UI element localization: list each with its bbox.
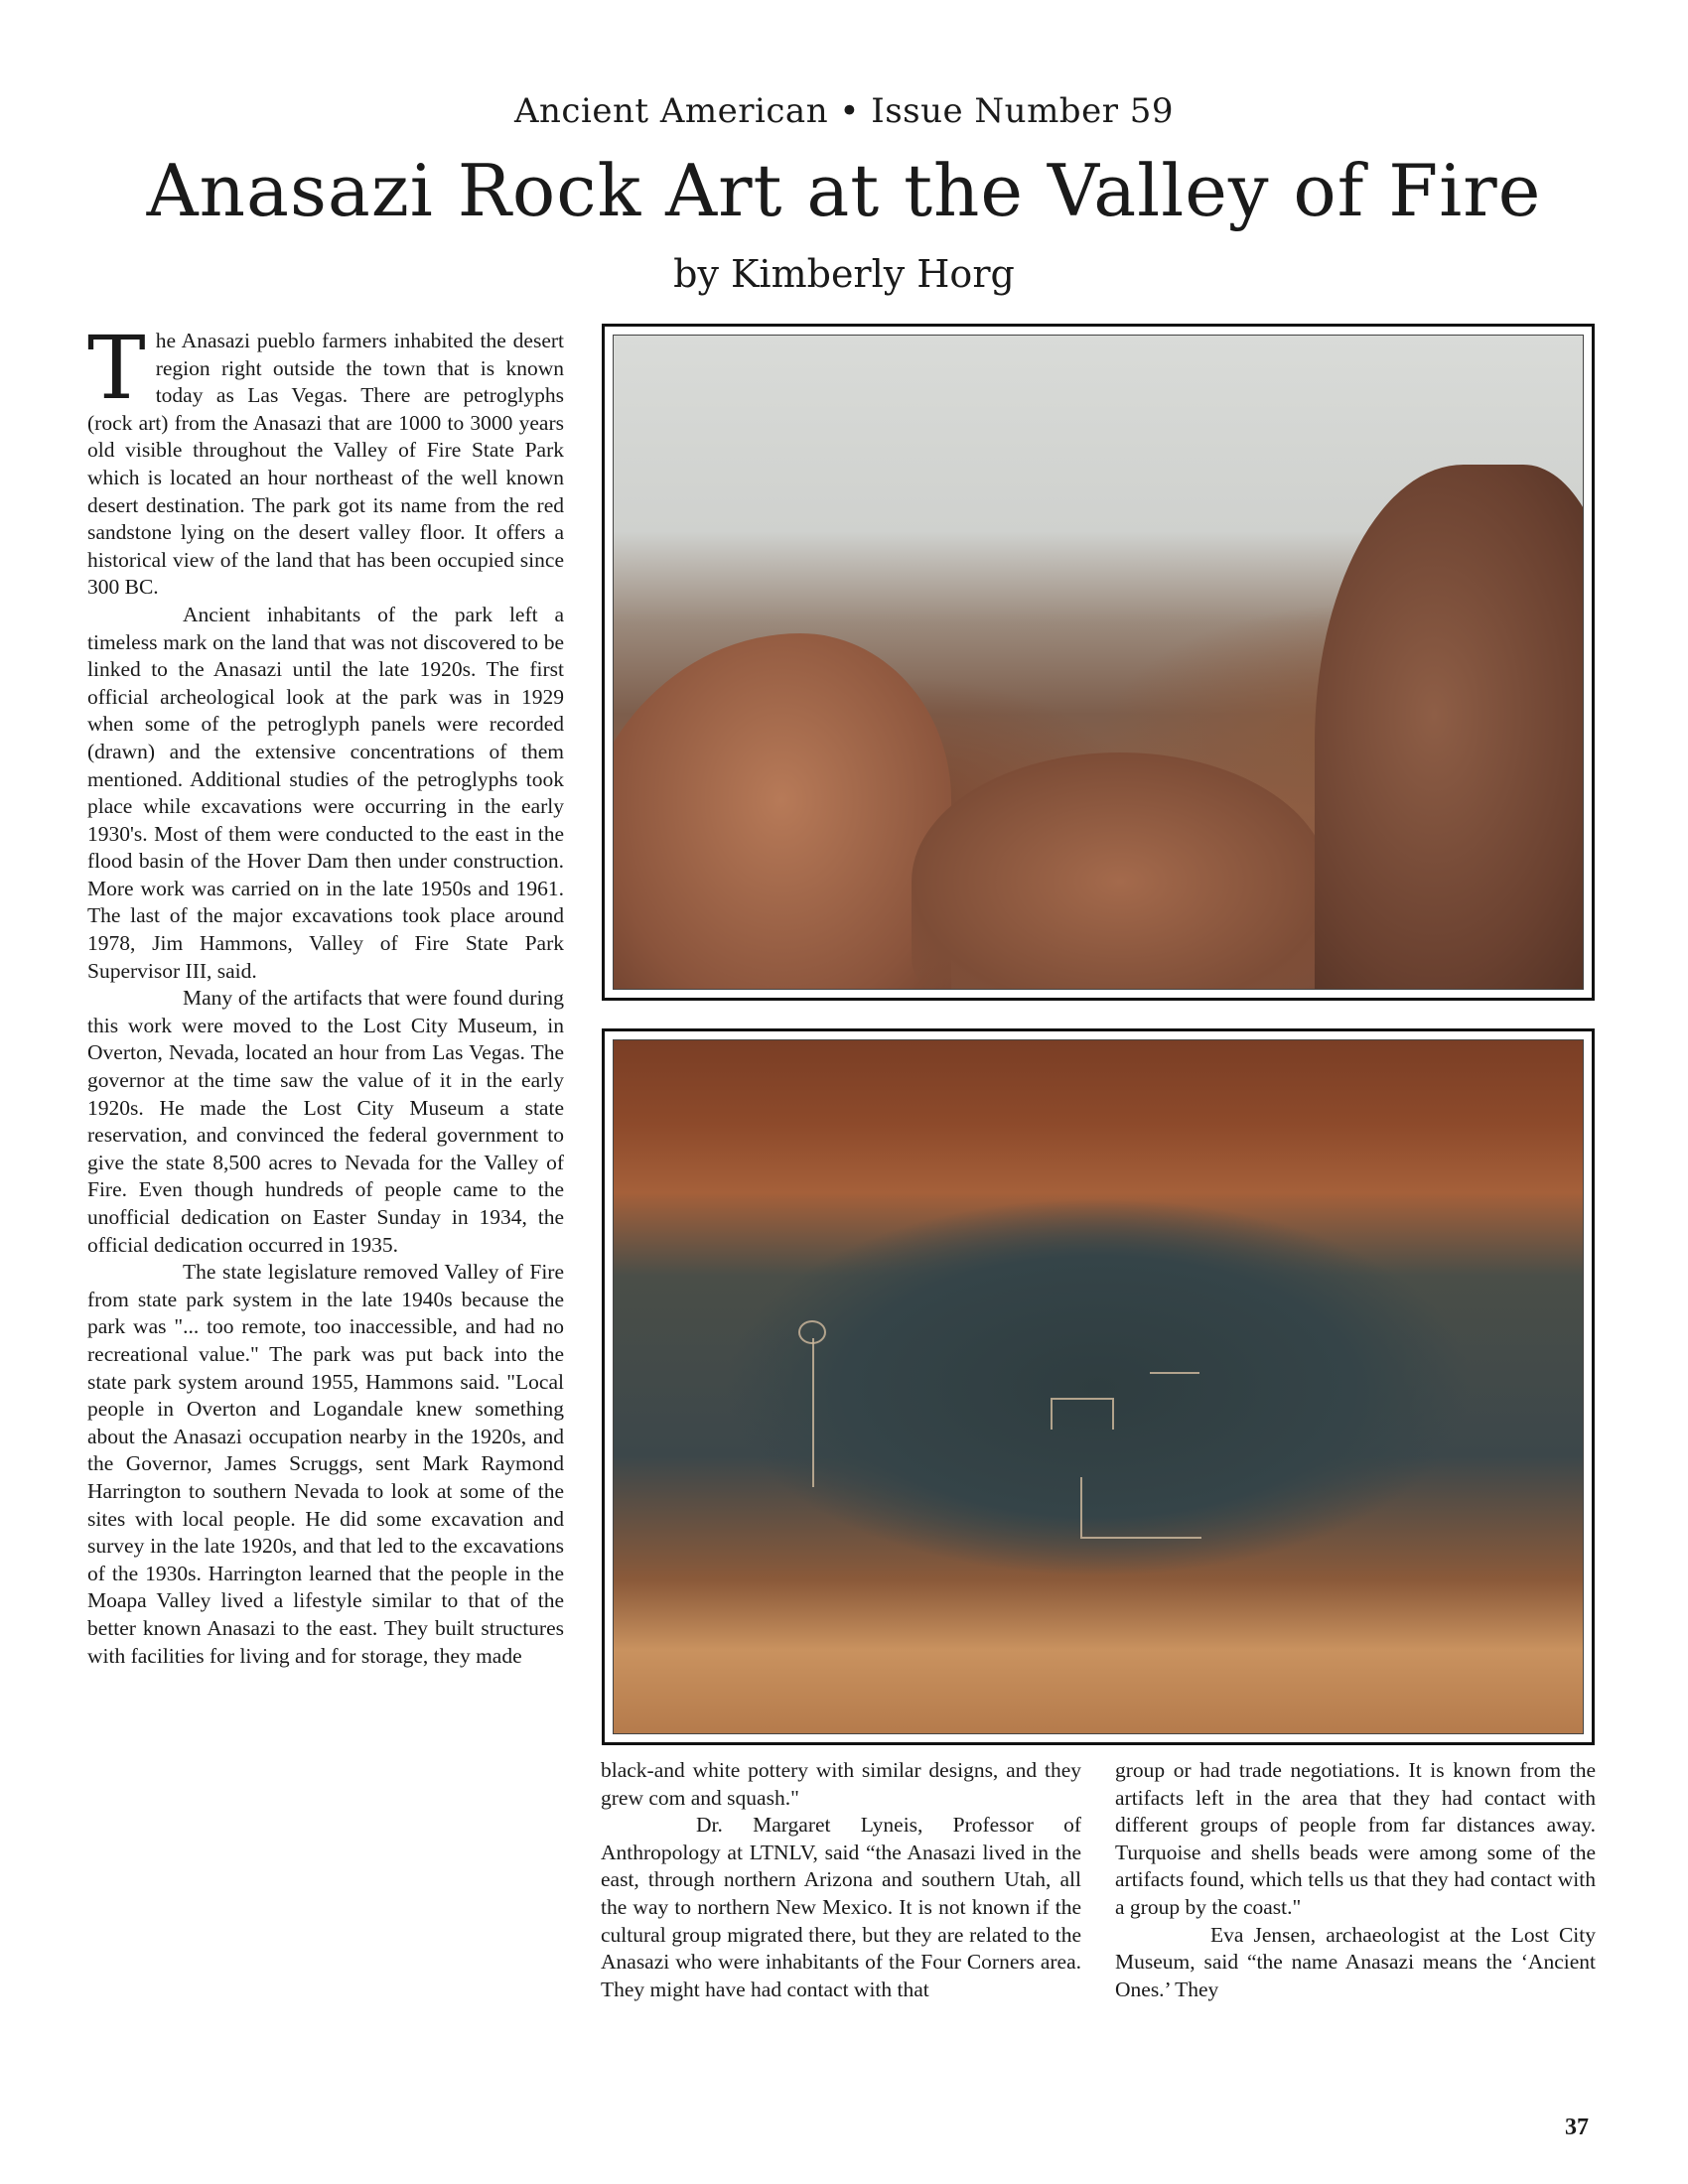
page-number: 37 [1565,2115,1589,2140]
sandstone-rock-shape [613,633,951,990]
petroglyph-mark [1051,1398,1114,1430]
petroglyph-mark [1080,1477,1201,1539]
article-column-2 [601,1757,1081,2055]
article-column-3 [1115,1757,1596,2055]
paragraph: group or had trade negotiations. It is known from the artifacts left in the area that they had contact with different groups of people from far distances away. Turquoise and shells beads were among some of the artifacts found, which tells us that they had contact with a group by the coast." [1115,1758,1596,1919]
running-head: Ancient American • Issue Number 59 [513,91,1175,131]
sandstone-rock-shape [912,752,1329,990]
article-column-1 [87,328,564,2085]
sandstone-rock-shape [1315,465,1584,990]
paragraph: black-and white pottery with similar designs, and they grew com and squash." [601,1758,1081,1810]
petroglyph-panel-photo [613,1039,1584,1734]
canyon-photo-frame [602,324,1595,1001]
article-byline: by Kimberly Horg [673,252,1015,296]
paragraph: Many of the artifacts that were found during this work were moved to the Lost City Museum, in Overton, Nevada, located an hour from Las Vegas. The governor at the time saw the value of it in the early 1920s. He made the Lost City Museum a state reservation, and convinced the federal government to give the state 8,500 acres to Nevada for the Valley of Fire. Even though hundreds of people came to the unofficial dedication on Easter Sunday in 1934, the official dedication occurred in 1935. [87,986,564,1257]
petroglyph-photo-frame [602,1028,1595,1745]
petroglyph-mark [812,1338,816,1487]
petroglyph-mark [1150,1358,1199,1374]
canyon-landscape-photo [613,335,1584,990]
article-title: Anasazi Rock Art at the Valley of Fire [146,149,1542,232]
paragraph: Dr. Margaret Lyneis, Professor of Anthropology at LTNLV, said “the Anasazi lived in the east, through northern Arizona and southern Utah, all the way to northern New Mexico. It is not known if the cultural group migrated there, but they are related to the Anasazi who were inhabitants of the Four Corners area. They might have had contact with that [601,1813,1081,2001]
paragraph [87,328,564,602]
paragraph: Ancient inhabitants of the park left a timeless mark on the land that was not discovered to be linked to the Anasazi until the late 1920s. The first official archeological look at the park was in 1929 when some of the petroglyph panels were recorded (drawn) and the extensive concentrations of them mentioned. Additional studies of the petroglyphs took place while excavations were occurring in the early 1930's. Most of them were conducted to the east in the flood basin of the Hover Dam then under construction. More work was carried on in the late 1950s and 1961. The last of the major excavations took place around 1978, Jim Hammons, Valley of Fire State Park Supervisor III, said. [87,602,564,983]
paragraph-text: he Anasazi pueblo farmers inhabited the desert region right outside the town that is known today as Las Vegas. There are petroglyphs (rock art) from the Anasazi that are 1000 to 3000 years old visible throughout the Valley of Fire State Park which is located an hour northeast of the well known desert destination. The park got its name from the red sandstone lying on the desert valley floor. It offers a historical view of the land that has been occupied since 300 BC. [87,329,564,600]
paragraph: The state legislature removed Valley of Fire from state park system in the late 1940s because the park was "... too remote, too inaccessible, and had no recreational value." The park was put back into the state park system around 1955, Hammons said. "Local people in Overton and Logandale knew something about the Anasazi occupation nearby in the 1920s, and the Governor, James Scruggs, sent Mark Raymond Harrington to southern Nevada to look at some of the sites with local people. He did some excavation and survey in the late 1920s, and that led to the excavations of the 1930s. Harrington learned that the people in the Moapa Valley lived a lifestyle similar to that of the better known Anasazi to the east. They built structures with facilities for living and for storage, they made [87,1260,564,1668]
drop-cap: T [87,328,146,419]
paragraph: Eva Jensen, archaeologist at the Lost City Museum, said “the name Anasazi means the ‘Ancient Ones.’ They [1115,1922,1596,2001]
